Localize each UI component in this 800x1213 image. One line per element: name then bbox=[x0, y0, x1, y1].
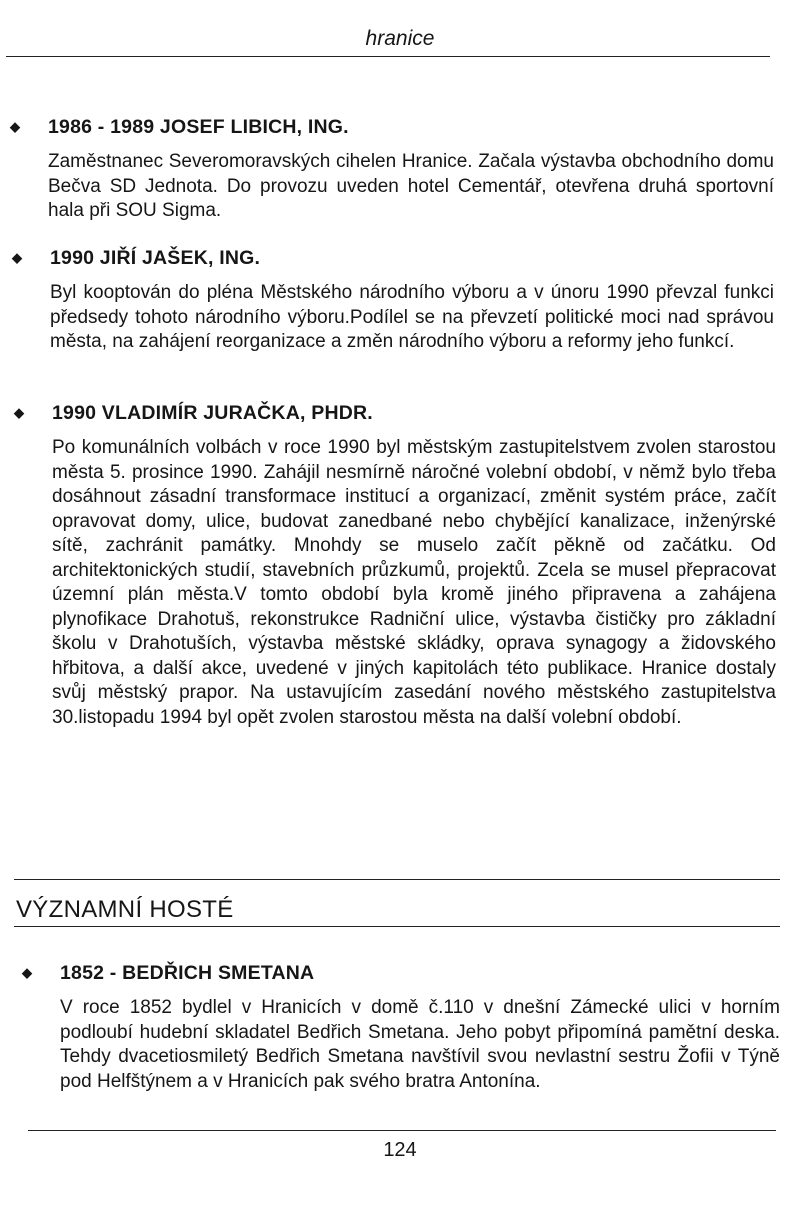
entry-heading-text: 1852 - BEDŘICH SMETANA bbox=[60, 962, 315, 984]
entry-body-text: Po komunálních volbách v roce 1990 byl městským zastupitelstvem zvolen starostou města 5. prosince 1990. Zahájil nesmírně náročné volební období, v němž bylo třeba dosáhnout zásadní transformace institucí a organizací, změnit systém práce, začít opravovat domy, ulice, budovat zanedbané nebo chybějící kanalizace, inženýrské sítě, zachránit památky. Mnohdy se muselo začít pěkně od začátku. Od architektonických studií, stavebních průzkumů, projektů. Zcela se musel přepracovat územní plán města.V tomto období byla kromě jiného připravena a zahájena plynofikace Drahotuš, rekonstrukce Radniční ulice, výstavba čističky pro základní školu v Drahotuších, výstavba městské skládky, oprava synagogy a židovského hřbitova, a další akce, uvedené v jiných kapitolách této publikace. Hranice dostaly svůj městský prapor. Na ustavujícím zasedání nového městského zastupitelstva 30.listopadu 1994 byl opět zvolen starostou města na další volební období. bbox=[52, 437, 776, 728]
running-header: hranice bbox=[365, 27, 435, 50]
entry-vladimir-juracka bbox=[14, 400, 776, 730]
entry-heading-text: 1986 - 1989 JOSEF LIBICH, ING. bbox=[48, 116, 349, 138]
section-title: VÝZNAMNÍ HOSTÉ bbox=[16, 896, 234, 923]
entry-heading-text: 1990 JIŘÍ JAŠEK, ING. bbox=[50, 247, 261, 269]
diamond-bullet-icon: ◆ bbox=[14, 405, 25, 420]
diamond-bullet-icon: ◆ bbox=[22, 965, 33, 980]
entry-jiri-jasek bbox=[12, 245, 774, 355]
entry-body bbox=[50, 281, 774, 355]
page-number: 124 bbox=[383, 1139, 417, 1161]
entry-bedrich-smetana bbox=[22, 960, 780, 1094]
entry-body bbox=[52, 436, 776, 730]
entry-heading bbox=[22, 960, 780, 986]
entry-heading bbox=[14, 400, 776, 426]
diamond-bullet-icon: ◆ bbox=[10, 119, 21, 134]
entry-body-text: Byl kooptován do pléna Městského národního výboru a v únoru 1990 převzal funkci předsedy tohoto národního výboru.Podílel se na převzetí politické moci nad správou města, na zahájení reorganizace a změn národního výboru a reformy jeho funkcí. bbox=[50, 282, 774, 352]
section-top-rule bbox=[14, 879, 780, 880]
entry-body-text: Zaměstnanec Severomoravských cihelen Hranice. Začala výstavba obchodního domu Bečva SD Jednota. Do provozu uveden hotel Cementář, otevřena druhá sportovní hala při SOU Sigma. bbox=[48, 151, 774, 221]
section-bottom-rule bbox=[14, 926, 780, 927]
entry-body bbox=[60, 996, 780, 1094]
footer-rule bbox=[28, 1130, 776, 1131]
entry-heading bbox=[10, 114, 774, 140]
header-rule bbox=[6, 56, 770, 57]
diamond-bullet-icon: ◆ bbox=[12, 250, 23, 265]
entry-josef-libich bbox=[10, 114, 774, 224]
entry-heading-text: 1990 VLADIMÍR JURAČKA, PHDR. bbox=[52, 402, 373, 424]
entry-heading bbox=[12, 245, 774, 271]
entry-body-text: V roce 1852 bydlel v Hranicích v domě č.110 v dnešní Zámecké ulici v horním podloubí hudební skladatel Bedřich Smetana. Jeho pobyt připomíná pamětní deska. Tehdy dvacetiosmiletý Bedřich Smetana navštívil svou nevlastní sestru Žofii v Týně pod Helfštýnem a v Hranicích pak svého bratra Antonína. bbox=[60, 997, 780, 1092]
entry-body bbox=[48, 150, 774, 224]
